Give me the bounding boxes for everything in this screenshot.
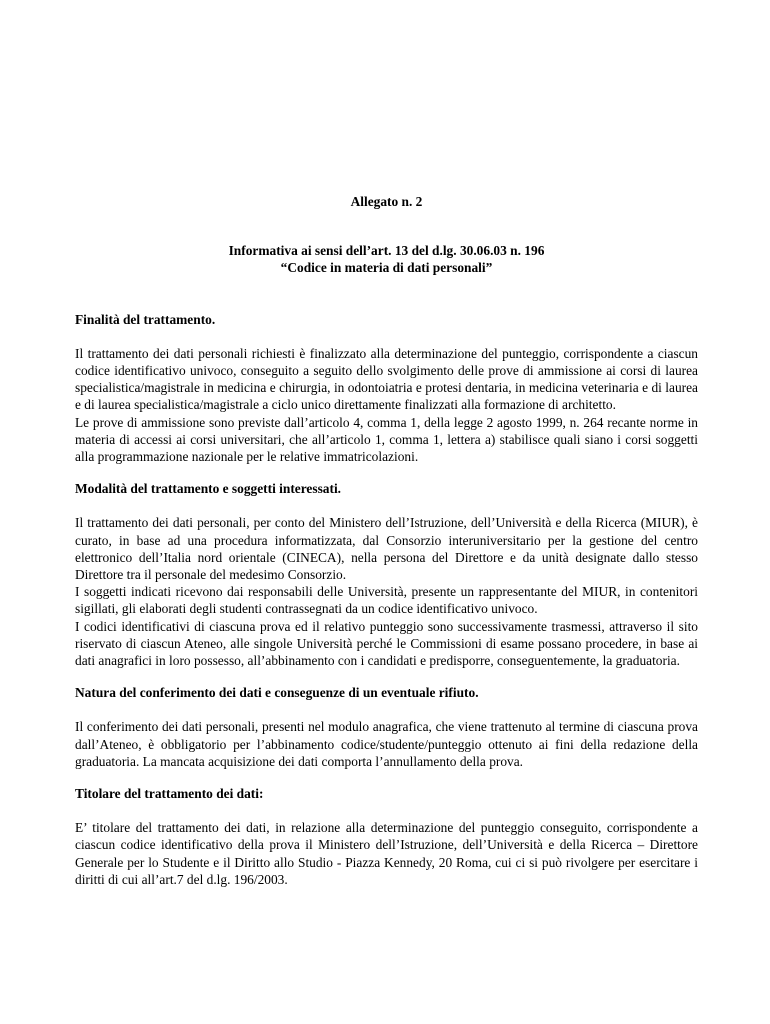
section-finalita [75, 311, 698, 466]
paragraph: E’ titolare del trattamento dei dati, in relazione alla determinazione del punteggio conseguito, corrispondente a ciascun codice identificativo della prova il Ministero dell’Istruzione, dell’Università e della Ricerca – Direttore Generale per lo Studente e il Diritto allo Studio - Piazza Kennedy, 20 Roma, cui ci si può rivolgere per esercitare i diritti di cui all’art.7 del d.lg. 196/2003. [75, 820, 698, 887]
paragraph: Il trattamento dei dati personali, per conto del Ministero dell’Istruzione, dell’Università e della Ricerca (MIUR), è curato, in base ad una procedura informatizzata, dal Consorzio interuniversitario per la gestione del centro elettronico dell’Italia nord orientale (CINECA), nella persona del Direttore e da unità designate dallo stesso Direttore tra il personale del medesimo Consorzio. [75, 515, 698, 583]
section-heading: Titolare del trattamento dei dati: [75, 786, 264, 802]
document-title-line-2: “Codice in materia di dati personali” [280, 260, 493, 276]
section-body [75, 718, 698, 770]
section-heading: Finalità del trattamento. [75, 311, 216, 327]
annex-label: Allegato n. 2 [350, 194, 423, 209]
document-title-line-1: Informativa ai sensi dell’art. 13 del d.lg. 30.06.03 n. 196 [228, 243, 545, 259]
paragraph: I soggetti indicati ricevono dai responsabili delle Università, presente un rappresentante del MIUR, in contenitori sigillati, gli elaborati degli studenti contrassegnati da un codice identificativo univoco. [75, 584, 698, 617]
paragraph: I codici identificativi di ciascuna prova ed il relativo punteggio sono successivamente trasmessi, attraverso il sito riservato di ciascun Ateneo, alle singole Università perché le Commissioni di esame possano procedere, in base ai dati anagrafici in loro possesso, all’abbinamento con i candidati e predisporre, conseguentemente, la graduatoria. [75, 618, 698, 669]
document-page [75, 193, 698, 903]
section-heading: Modalità del trattamento e soggetti interessati. [75, 481, 342, 497]
paragraph: Le prove di ammissione sono previste dall’articolo 4, comma 1, della legge 2 agosto 1999, n. 264 recante norme in materia di accessi ai corsi universitari, che all’articolo 1, comma 1, lettera a) stabilisce quali siano i corsi soggetti alla programmazione nazionale per le relative immatricolazioni. [75, 414, 698, 465]
section-titolare [75, 785, 698, 888]
section-body [75, 819, 698, 888]
section-heading: Natura del conferimento dei dati e conseguenze di un eventuale rifiuto. [75, 685, 479, 701]
section-body [75, 345, 698, 465]
section-modalita [75, 480, 698, 669]
document-title [75, 242, 698, 276]
section-body [75, 514, 698, 669]
paragraph: Il conferimento dei dati personali, presenti nel modulo anagrafica, che viene trattenuto al termine di ciascuna prova dall’Ateneo, è obbligatorio per l’abbinamento codice/studente/punteggio ottenuto ai fini della redazione della graduatoria. La mancata acquisizione dei dati comporta l’annullamento della prova. [75, 719, 698, 769]
section-natura-conferimento [75, 684, 698, 770]
paragraph: Il trattamento dei dati personali richiesti è finalizzato alla determinazione del punteggio, corrispondente a ciascun codice identificativo univoco, conseguito a seguito dello svolgimento delle prove di ammissione ai corsi di laurea specialistica/magistrale in medicina e chirurgia, in odontoiatria e protesi dentaria, in medicina veterinaria e di laurea e di laurea specialistica/magistrale a ciclo unico direttamente finalizzati alla formazione di architetto. [75, 345, 698, 413]
